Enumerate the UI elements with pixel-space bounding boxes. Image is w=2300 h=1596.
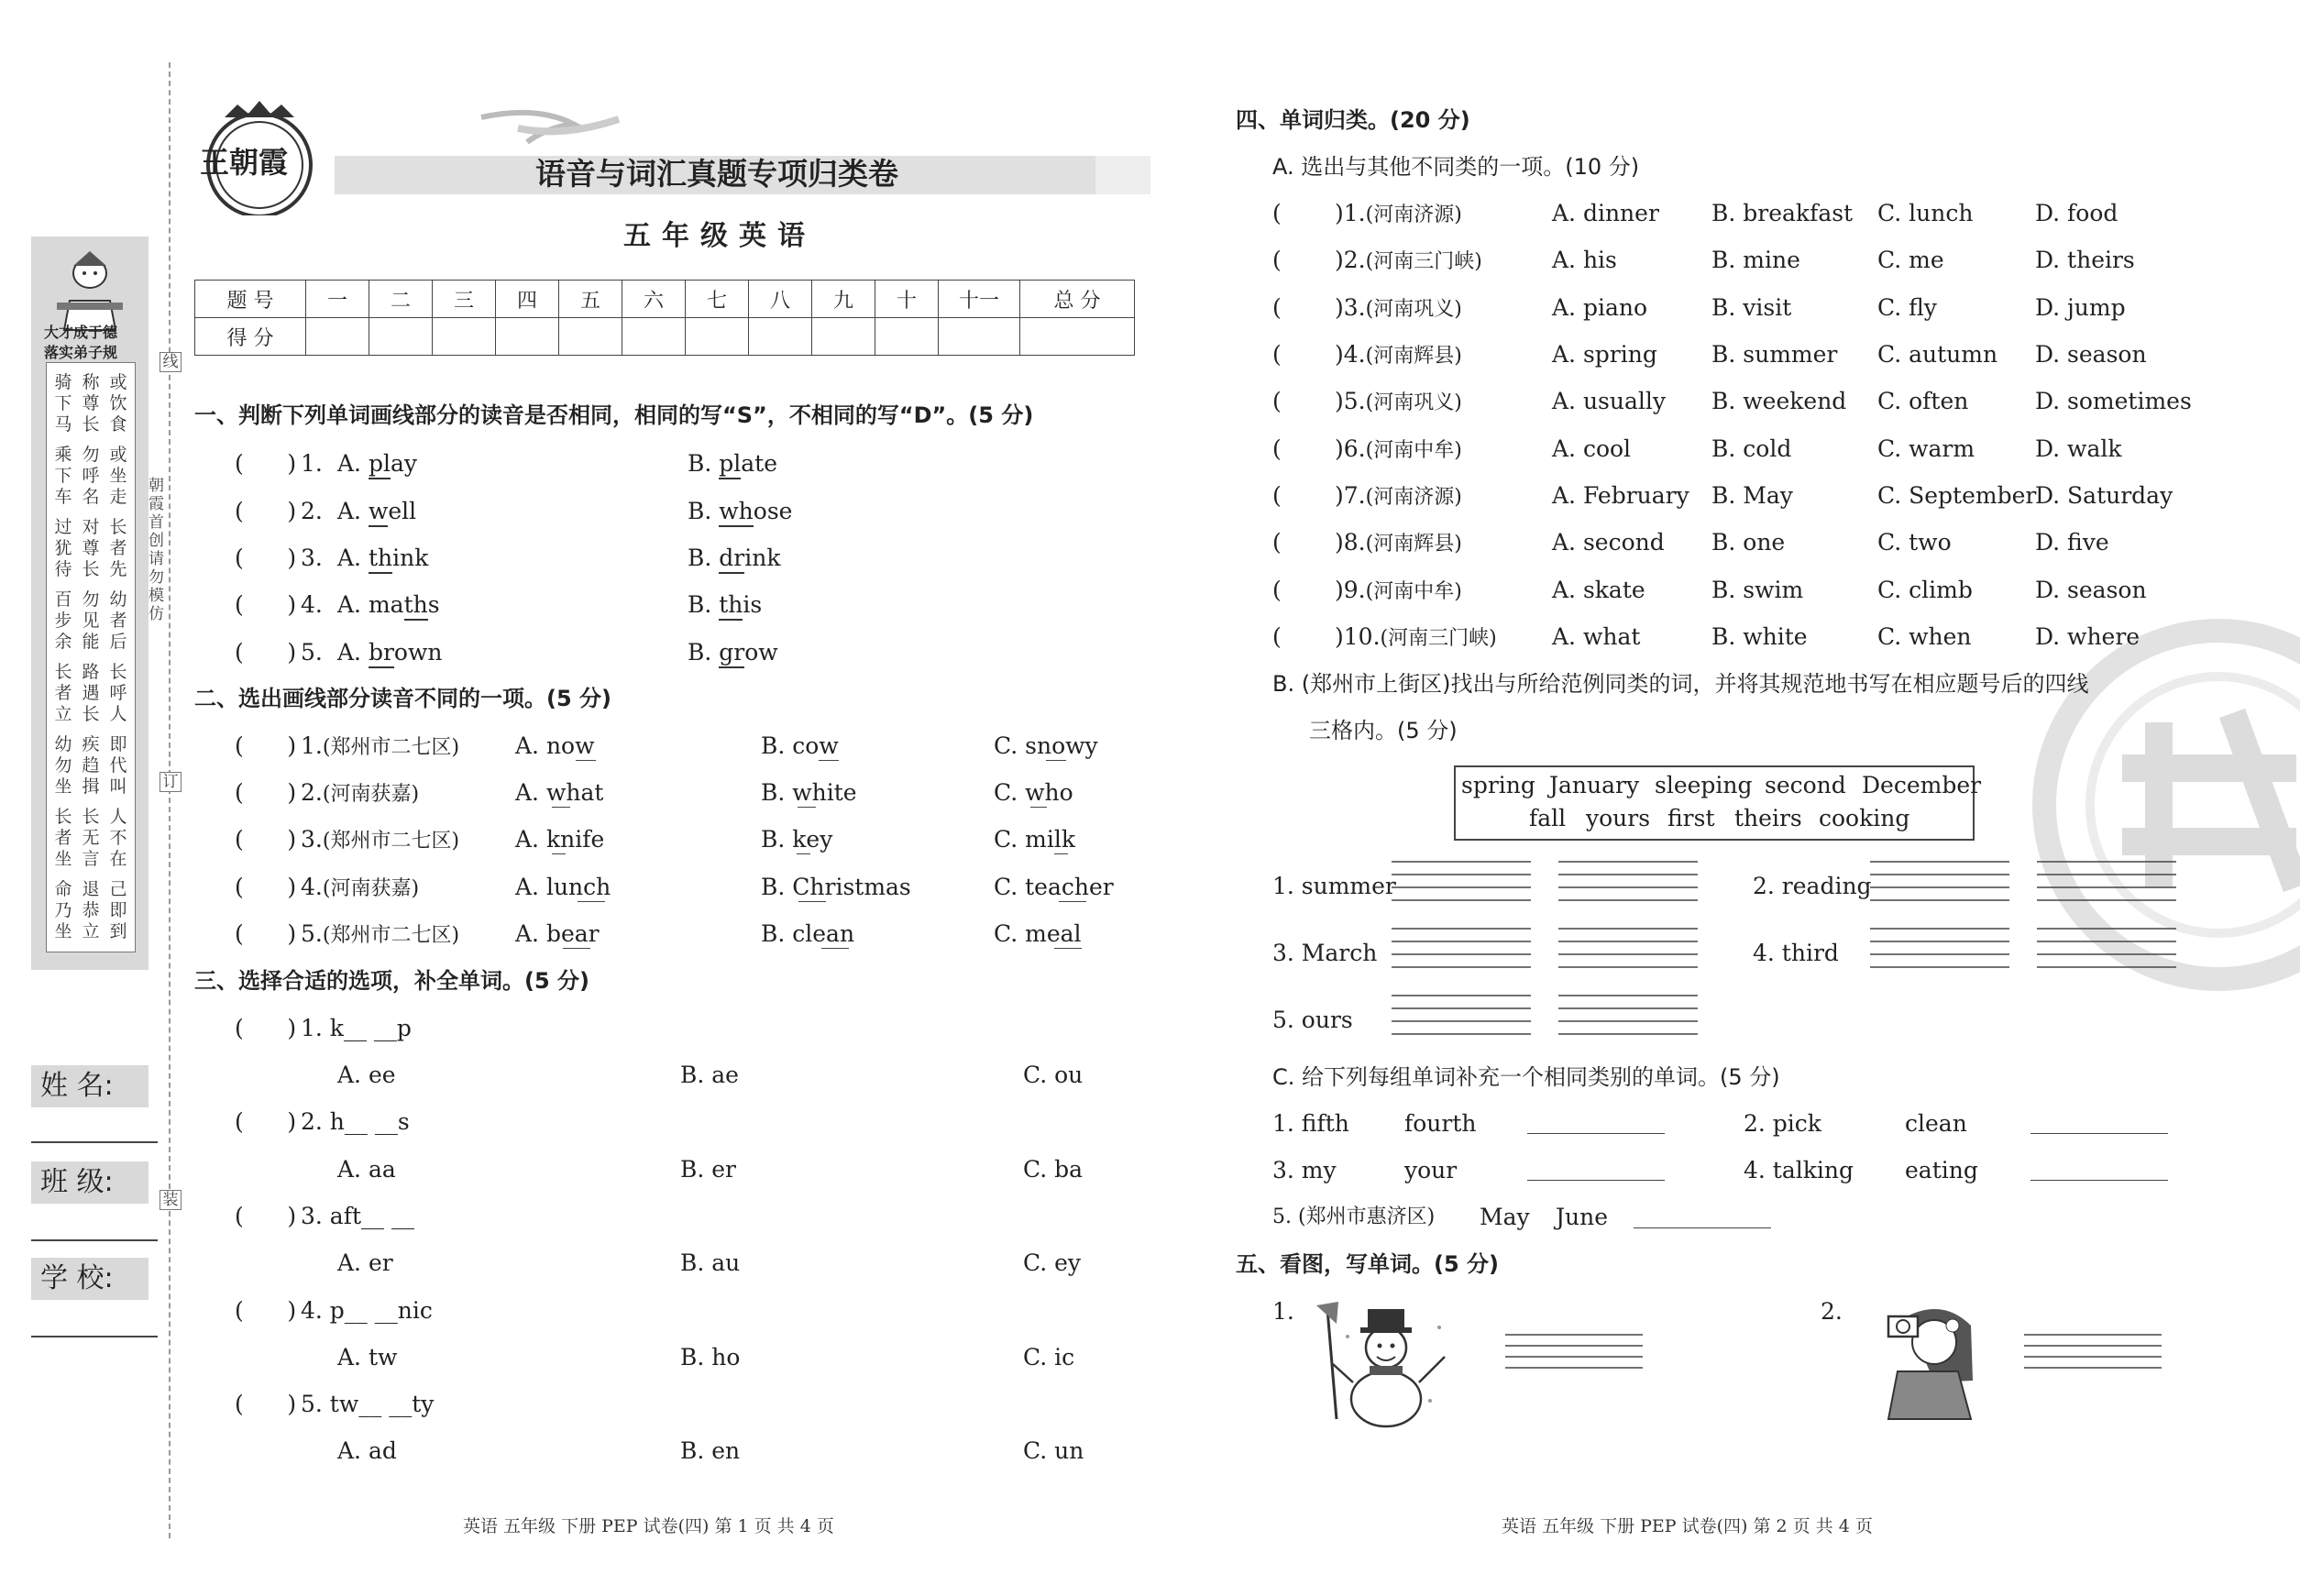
binding-notice: 朝霞首创 请勿模仿 [149,477,164,623]
option-c: C. ba [1023,1156,1084,1183]
option-a: A. maths [337,591,440,619]
sec4a-item: )4.(河南辉县) [1335,341,1462,368]
answer-bracket[interactable]: ( ) [235,450,297,477]
partC-word: fourth [1404,1110,1477,1137]
bind-mark-bind: 装 [160,1190,182,1210]
option-b: B. summer [1711,341,1838,368]
option-a: A. er [337,1249,393,1276]
option-d: D. walk [2035,435,2122,462]
answer-bracket[interactable]: ( [1272,388,1282,414]
logo-icon: 王朝霞 [200,145,289,180]
option-d: D. Saturday [2035,482,2173,509]
partB-prompt: 4. third [1753,940,1839,966]
option-c: C. ey [1023,1249,1082,1276]
score-header-cell: 四 [496,281,559,318]
option-a: A. cool [1552,435,1632,462]
footer-left: 英语 五年级 下册 PEP 试卷(四) 第 1 页 共 4 页 [463,1516,834,1536]
partC-word: clean [1905,1110,1967,1137]
answer-bracket[interactable]: ( [1272,435,1282,462]
option-a: A. think [337,545,428,572]
score-header-cell: 十 [875,281,939,318]
section4b-heading-cont: 三格内。(5 分) [1309,718,1458,743]
partC-word: your [1404,1157,1458,1183]
option-b: B. this [688,591,762,619]
option-d: D. five [2035,529,2109,556]
answer-line[interactable] [2030,1180,2168,1181]
option-d: D. theirs [2035,247,2135,273]
name-label: 姓 名: [31,1065,149,1107]
underline-mark [563,948,590,949]
answer-lines-2[interactable] [2022,1316,2169,1381]
option-c: C. milk [994,826,1075,853]
sec2-item-source: 5.(郑州市二七区) [301,920,460,947]
underline-mark [821,948,849,949]
school-field[interactable] [31,1336,158,1337]
exam-subtitle: 五年级英语 [623,220,816,252]
option-b: B. au [680,1249,741,1276]
section4-heading: 四、单词归类。(20 分) [1236,107,1470,133]
option-a: A. his [1552,247,1617,273]
option-c: C. autumn [1877,341,1998,368]
partB-prompt: 5. ours [1272,1007,1353,1033]
answer-lines-1[interactable] [1503,1316,1650,1381]
option-a: A. play [337,450,417,478]
girl-with-camera-icon [1870,1298,1989,1426]
class-label: 班 级: [31,1161,149,1204]
score-cell[interactable] [749,318,812,356]
option-a: A. piano [1552,294,1648,321]
option-a: A. what [1552,623,1641,650]
option-a: A. brown [337,639,442,666]
example-word: December [1862,772,1982,798]
option-a: A. tw [337,1344,398,1370]
answer-bracket[interactable]: ( ) [235,826,297,853]
school-label: 学 校: [31,1258,149,1300]
example-word: first [1667,805,1715,831]
option-c: C. un [1023,1437,1084,1464]
answer-bracket[interactable]: ( ) [235,779,297,806]
partC-word: 4. talking [1744,1157,1854,1183]
underline-mark [1030,807,1047,808]
option-b: B. ae [680,1062,739,1088]
score-header-cell: 题 号 [195,281,306,318]
answer-bracket[interactable]: ( ) [235,1203,297,1229]
maxims-box [46,362,136,952]
option-d: D. season [2035,341,2147,368]
underline-mark [1054,853,1068,854]
option-c: C. who [994,779,1073,806]
option-c: C. ou [1023,1062,1084,1088]
section4b-heading: B. (郑州市上街区)找出与所给范例同类的词，并将其规范地书写在相应题号后的四线 [1272,671,2089,697]
underline-mark [798,807,816,808]
maxim-column: 骑下马 乘下车 过犹待 百步余 长者立 幼勿坐 长者坐 命乃坐 [54,372,72,941]
underline-mark [578,901,605,902]
option-c: C. two [1877,529,1952,556]
score-cell[interactable] [306,318,369,356]
maxim-column: 或饮食 或坐走 长者先 幼者后 长呼人 即代叫 人不在 己即到 [109,372,127,941]
sec4a-item: )8.(河南辉县) [1335,529,1462,556]
option-d: D. sometimes [2035,388,2192,414]
option-b: B. er [680,1156,737,1183]
example-word: second [1765,772,1846,798]
example-word: January [1549,772,1640,798]
sec3-question: 4. p__ __nic [301,1297,433,1324]
score-row-label: 得 分 [195,318,306,356]
sec2-item-source: 3.(郑州市二七区) [301,826,460,853]
section2-heading: 二、选出画线部分读音不同的一项。(5 分) [194,686,611,711]
option-b: B. white [1711,623,1808,650]
score-header-cell: 六 [622,281,686,318]
score-header-cell: 二 [369,281,433,318]
example-word: spring [1461,772,1535,798]
sec2-item-source: 4.(河南获嘉) [301,874,420,900]
sec3-question: 1. k__ __p [301,1015,412,1041]
exam-title: 语音与词汇真题专项归类卷 [535,156,898,192]
option-d: D. where [2035,623,2140,650]
answer-bracket[interactable]: ( ) [235,545,297,571]
option-a: A. second [1552,529,1665,556]
partC-word: 1. fifth [1272,1110,1349,1137]
option-b: B. key [761,826,833,853]
underline-mark [797,853,810,854]
example-word: theirs [1734,805,1802,831]
option-b: B. cold [1711,435,1792,462]
score-header-cell: 十一 [939,281,1020,318]
underline-mark [1046,760,1066,761]
answer-bracket[interactable]: ( [1272,294,1282,321]
motto-line2: 落实弟子规 [44,344,118,361]
option-a: A. spring [1552,341,1657,368]
answer-bracket[interactable]: ( ) [235,591,297,618]
option-a: A. aa [337,1156,396,1183]
underline-mark [1059,901,1086,902]
answer-bracket[interactable]: ( [1272,247,1282,273]
underline-mark [819,760,839,761]
answer-bracket[interactable]: ( [1272,577,1282,603]
option-b: B. en [680,1437,741,1464]
sec4a-item: )6.(河南中牟) [1335,435,1462,462]
example-word: cooking [1819,805,1910,831]
answer-line[interactable] [1527,1133,1665,1134]
item-number: 4. [301,591,323,618]
option-a: A. February [1552,482,1689,509]
score-cell[interactable] [812,318,875,356]
partC-source: 5. (郑州市惠济区) [1272,1205,1436,1228]
option-a: A. well [337,498,416,525]
answer-bracket[interactable]: ( ) [235,639,297,666]
score-cell[interactable] [369,318,433,356]
partC-word: eating [1905,1157,1978,1183]
motto-line1: 大才成于德 [44,324,118,341]
partC-word: May [1480,1204,1530,1230]
score-cell[interactable] [496,318,559,356]
score-cell[interactable] [939,318,1020,356]
bind-mark-line: 线 [160,352,182,372]
option-a: A. usually [1552,388,1666,414]
underline-mark [798,901,826,902]
item-number: 2. [301,498,323,524]
footer-right: 英语 五年级 下册 PEP 试卷(四) 第 2 页 共 4 页 [1502,1516,1873,1536]
sec3-question: 2. h__ __s [301,1108,410,1135]
option-b: B. weekend [1711,388,1847,414]
option-c: C. September [1877,482,2037,509]
sec3-question: 3. aft__ __ [301,1203,414,1229]
option-c: C. snowy [994,732,1098,759]
section3-heading: 三、选择合适的选项，补全单词。(5 分) [194,968,589,994]
partC-word: 3. my [1272,1157,1337,1183]
option-b: B. one [1711,529,1786,556]
answer-bracket[interactable]: ( ) [235,1108,297,1135]
score-header-cell: 总 分 [1020,281,1135,318]
option-b: B. drink [688,545,780,572]
answer-bracket[interactable]: ( [1272,482,1282,509]
score-cell[interactable] [559,318,622,356]
score-cell[interactable] [875,318,939,356]
sec4a-item: )10.(河南三门峡) [1335,623,1497,650]
option-a: A. ee [337,1062,396,1088]
partB-prompt: 3. March [1272,940,1378,966]
option-c: C. warm [1877,435,1975,462]
option-b: B. clean [761,920,855,947]
item-number: 3. [301,545,323,571]
answer-bracket[interactable]: ( [1272,529,1282,556]
sec2-item-source: 1.(郑州市二七区) [301,732,460,759]
score-table [194,280,1135,356]
sec3-question: 5. tw__ __ty [301,1391,435,1417]
underline-mark [552,807,570,808]
option-b: B. swim [1711,577,1804,603]
answer-bracket[interactable]: ( ) [235,732,297,759]
snowman-icon [1311,1300,1458,1428]
score-cell[interactable] [1020,318,1135,356]
answer-bracket[interactable]: ( ) [235,1015,297,1041]
answer-bracket[interactable]: ( [1272,341,1282,368]
option-a: A. ad [337,1437,397,1464]
option-a: A. bear [515,920,600,947]
underline-mark [576,760,596,761]
answer-bracket[interactable]: ( ) [235,874,297,900]
sec4a-item: )7.(河南济源) [1335,482,1462,509]
section1-heading: 一、判断下列单词画线部分的读音是否相同，相同的写“S”，不相同的写“D”。(5 分) [194,402,1034,428]
example-word: yours [1586,805,1651,831]
partC-word: 2. pick [1744,1110,1821,1137]
sec4a-item: )2.(河南三门峡) [1335,247,1482,273]
bind-mark-order: 订 [160,772,182,792]
score-header-cell: 九 [812,281,875,318]
answer-bracket[interactable]: ( ) [235,498,297,524]
item-number: 1. [301,450,323,477]
score-header-cell: 三 [433,281,496,318]
partB-prompt: 1. summer [1272,873,1396,899]
answer-bracket[interactable]: ( ) [235,920,297,947]
option-a: A. what [515,779,604,806]
option-b: B. cow [761,732,839,759]
option-d: D. jump [2035,294,2126,321]
option-c: C. me [1877,247,1944,273]
score-header-cell: 一 [306,281,369,318]
section4c-heading: C. 给下列每组单词补充一个相同类别的单词。(5 分) [1272,1064,1780,1090]
answer-bracket[interactable]: ( ) [235,1297,297,1324]
answer-line[interactable] [1634,1227,1771,1228]
section4a-heading: A. 选出与其他不同类的一项。(10 分) [1272,154,1640,180]
option-c: C. when [1877,623,1972,650]
option-b: B. ho [680,1344,741,1370]
score-cell[interactable] [622,318,686,356]
option-b: B. visit [1711,294,1792,321]
option-c: C. often [1877,388,1969,414]
binding-dashed-line [169,62,171,1538]
option-b: B. plate [688,450,777,478]
picture-number: 2. [1821,1298,1843,1325]
class-field[interactable] [31,1239,158,1241]
picture-number: 1. [1272,1298,1294,1325]
answer-bracket[interactable]: ( [1272,200,1282,226]
option-a: A. lunch [515,874,611,900]
section5-heading: 五、看图，写单词。(5 分) [1236,1251,1499,1277]
option-c: C. fly [1877,294,1937,321]
sec4a-item: )1.(河南济源) [1335,200,1462,226]
option-c: C. ic [1023,1344,1075,1370]
four-line-grids[interactable] [1392,858,2180,1041]
sec2-item-source: 2.(河南获嘉) [301,779,420,806]
name-field[interactable] [31,1141,158,1143]
score-header-cell: 八 [749,281,812,318]
option-a: A. knife [515,826,605,853]
score-header-cell: 七 [686,281,749,318]
option-b: B. mine [1711,247,1800,273]
option-b: B. breakfast [1711,200,1854,226]
option-a: A. dinner [1552,200,1659,226]
score-cell[interactable] [686,318,749,356]
option-c: C. lunch [1877,200,1974,226]
option-d: D. food [2035,200,2118,226]
sec4a-item: )3.(河南巩义) [1335,294,1462,321]
example-word: fall [1529,805,1567,831]
option-d: D. season [2035,577,2147,603]
answer-bracket[interactable]: ( ) [235,1391,297,1417]
option-c: C. climb [1877,577,1973,603]
partB-prompt: 2. reading [1753,873,1872,899]
option-b: B. whose [688,498,792,525]
example-word: sleeping [1655,772,1753,798]
score-header-cell: 五 [559,281,622,318]
option-a: A. skate [1552,577,1645,603]
underline-mark [552,853,566,854]
option-a: A. now [515,732,595,759]
sec4a-item: )5.(河南巩义) [1335,388,1462,414]
option-c: C. teacher [994,874,1114,900]
answer-bracket[interactable]: ( [1272,623,1282,650]
answer-line[interactable] [1527,1180,1665,1181]
maxim-column: 称尊长 勿呼名 对尊长 勿见能 路遇长 疾趋揖 长无言 退恭立 [82,372,100,941]
answer-line[interactable] [2030,1133,2168,1134]
score-cell[interactable] [433,318,496,356]
option-b: B. May [1711,482,1793,509]
sec4a-item: )9.(河南中牟) [1335,577,1462,603]
item-number: 5. [301,639,323,666]
option-b: B. Christmas [761,874,911,900]
option-b: B. grow [688,639,778,666]
partC-word: June [1556,1204,1609,1230]
option-b: B. white [761,779,857,806]
underline-mark [1054,948,1082,949]
option-c: C. meal [994,920,1082,947]
